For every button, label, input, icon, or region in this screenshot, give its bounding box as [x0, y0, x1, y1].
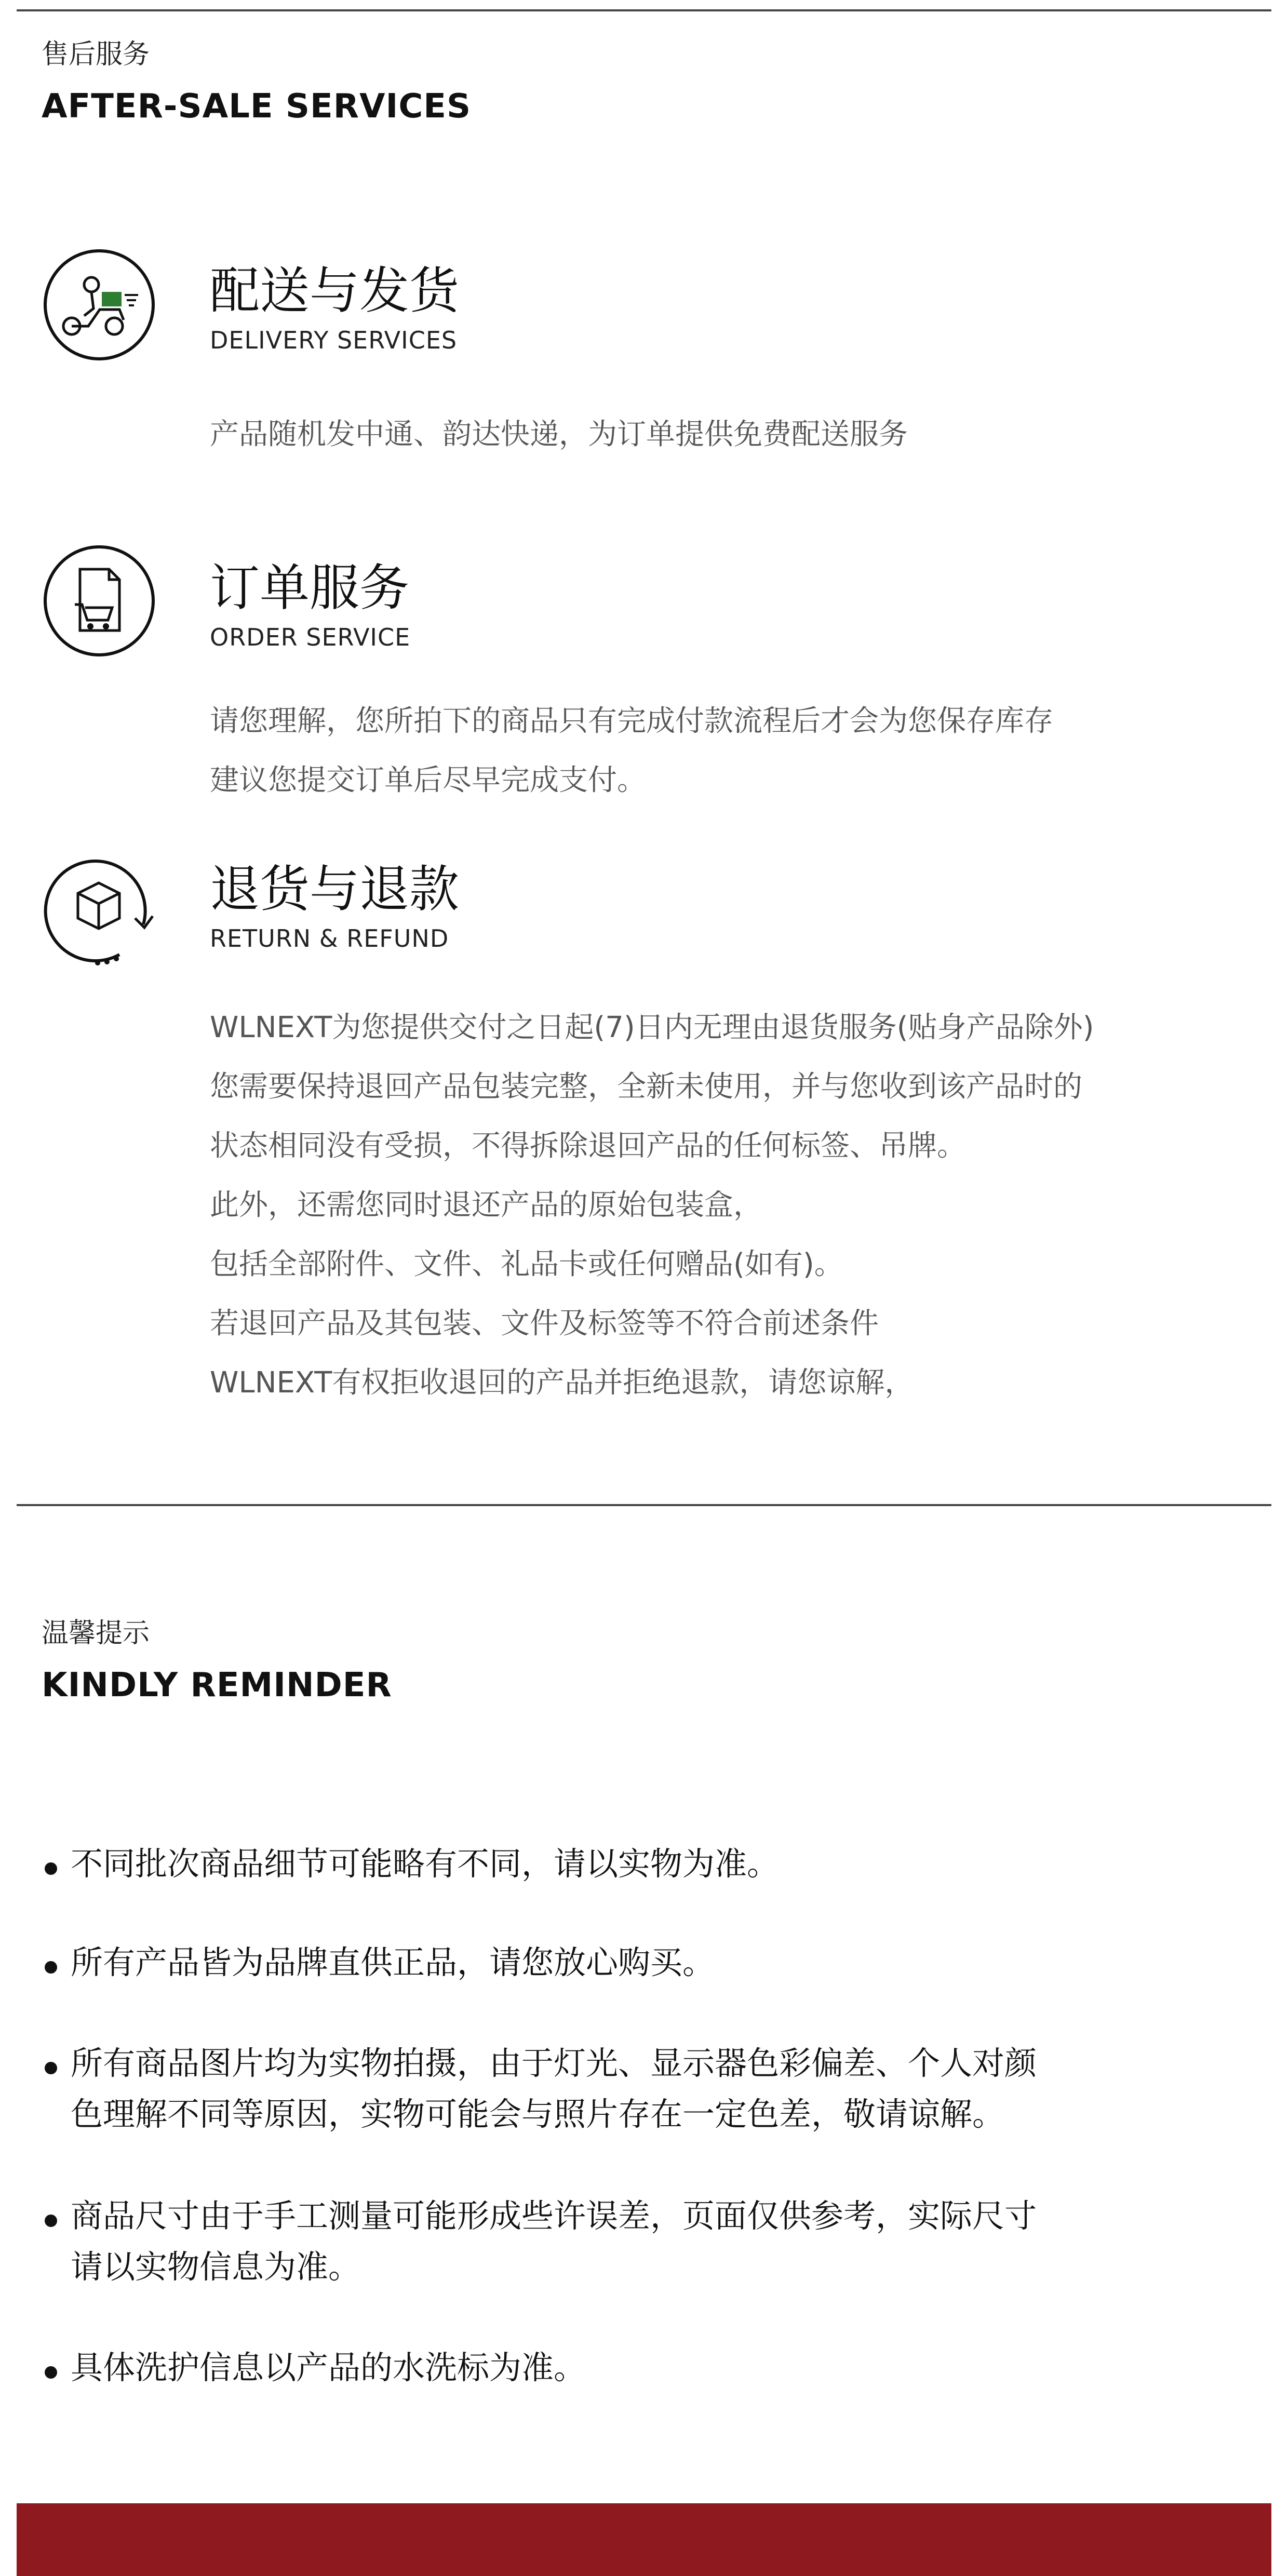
section-divider — [17, 1504, 1271, 1506]
return-body-line: 您需要保持退回产品包装完整，全新未使用，并与您收到该产品时的 — [210, 1070, 1082, 1104]
delivery-body — [210, 405, 908, 464]
return-subtitle: RETURN & REFUND — [210, 924, 449, 952]
reminder-item — [42, 1937, 1246, 1988]
order-body-line: 建议您提交订单后尽早完成支付。 — [210, 763, 646, 797]
return-body — [210, 998, 1094, 1413]
bullet-icon — [45, 2215, 57, 2227]
reminder-item — [42, 2342, 1246, 2393]
return-body-line: WLNEXT有权拒收退回的产品并拒绝退款，请您谅解， — [210, 1366, 914, 1400]
reminder-item — [42, 2038, 1246, 2140]
bullet-icon — [45, 1961, 57, 1974]
delivery-title: 配送与发货 — [210, 262, 459, 320]
return-body-line: 若退回产品及其包装、文件及标签等不符合前述条件 — [210, 1307, 879, 1340]
return-body-line: 此外，还需您同时退还产品的原始包装盒， — [210, 1188, 762, 1222]
after-sale-title-en: AFTER-SALE SERVICES — [42, 87, 472, 126]
reminder-line: 所有商品图片均为实物拍摄，由于灯光、显示器色彩偏差、个人对颜 — [71, 2044, 1037, 2082]
delivery-subtitle: DELIVERY SERVICES — [210, 326, 458, 354]
footer-band — [17, 2503, 1271, 2576]
reminder-line: 商品尺寸由于手工测量可能形成些许误差，页面仅供参考，实际尺寸 — [71, 2197, 1037, 2235]
reminder-title-cn: 温馨提示 — [42, 1618, 150, 1649]
top-divider — [17, 9, 1271, 11]
reminder-line: 请以实物信息为准。 — [71, 2248, 361, 2286]
after-sale-title-cn: 售后服务 — [42, 39, 150, 70]
return-box-icon — [42, 852, 157, 967]
reminder-item — [42, 2191, 1246, 2292]
bullet-icon — [45, 2366, 57, 2379]
return-body-line: WLNEXT为您提供交付之日起(7)日内无理由退货服务(贴身产品除外) — [210, 1011, 1094, 1044]
order-document-cart-icon — [42, 543, 157, 659]
order-title: 订单服务 — [210, 559, 409, 617]
reminder-title-en: KINDLY REMINDER — [42, 1666, 392, 1705]
bullet-icon — [45, 2062, 57, 2074]
bullet-icon — [45, 1862, 57, 1875]
return-title: 退货与退款 — [210, 860, 459, 918]
return-body-line: 状态相同没有受损，不得拆除退回产品的任何标签、吊牌。 — [210, 1129, 966, 1163]
order-body — [210, 692, 1053, 810]
order-body-line: 请您理解，您所拍下的商品只有完成付款流程后才会为您保存库存 — [210, 704, 1053, 738]
reminder-item — [42, 1839, 1246, 1889]
reminder-line: 所有产品皆为品牌直供正品，请您放心购买。 — [71, 1943, 715, 1981]
reminder-line: 色理解不同等原因，实物可能会与照片存在一定色差，敬请谅解。 — [71, 2095, 1005, 2133]
reminder-line: 不同批次商品细节可能略有不同，请以实物为准。 — [71, 1845, 780, 1883]
delivery-body-line: 产品随机发中通、韵达快递，为订单提供免费配送服务 — [210, 418, 908, 451]
return-body-line: 包括全部附件、文件、礼品卡或任何赠品(如有)。 — [210, 1247, 843, 1281]
delivery-scooter-icon — [42, 247, 157, 363]
order-subtitle: ORDER SERVICE — [210, 623, 411, 651]
reminder-line: 具体洗护信息以产品的水洗标为准。 — [71, 2349, 586, 2386]
